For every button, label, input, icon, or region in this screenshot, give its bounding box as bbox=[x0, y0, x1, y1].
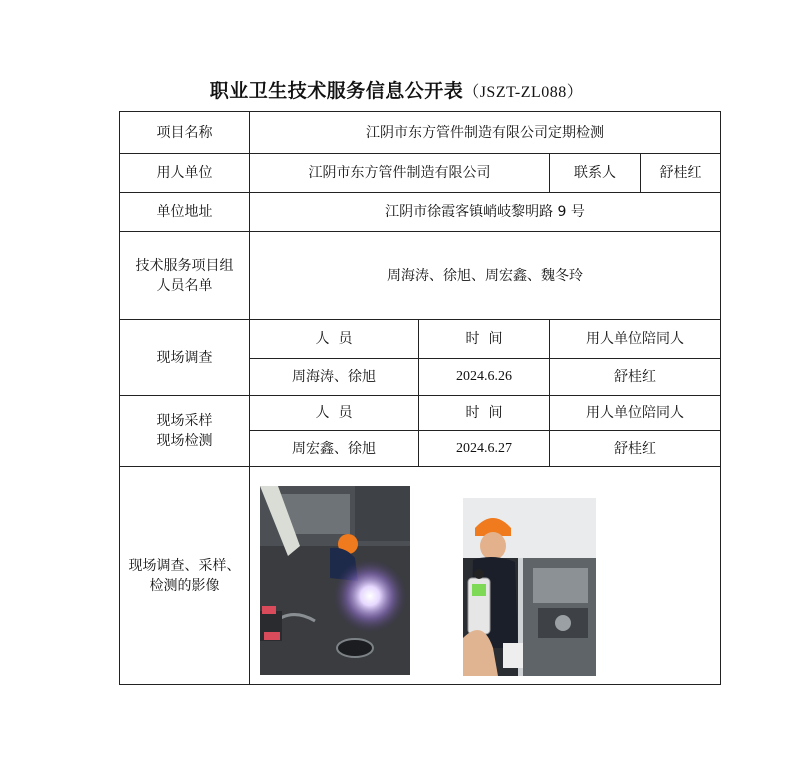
title-main: 职业卫生技术服务信息公开表 bbox=[209, 80, 464, 102]
sampling-time: 2024.6.27 bbox=[419, 431, 550, 467]
sampling-escort: 舒桂红 bbox=[550, 431, 721, 467]
row-sampling-header bbox=[120, 396, 721, 431]
images-label-line1: 现场调查、采样、 bbox=[128, 557, 241, 574]
sampling-personnel: 周宏鑫、徐旭 bbox=[250, 431, 419, 467]
survey-label: 现场调查 bbox=[120, 320, 250, 396]
welding-photo-icon bbox=[260, 486, 410, 675]
images-label bbox=[120, 467, 250, 685]
survey-time: 2024.6.26 bbox=[419, 359, 550, 396]
noise-measurement-photo-icon bbox=[463, 498, 596, 676]
team-label bbox=[120, 232, 250, 320]
survey-personnel: 周海涛、徐旭 bbox=[250, 359, 419, 396]
team-value: 周海涛、徐旭、周宏鑫、魏冬玲 bbox=[250, 232, 721, 320]
employer-value: 江阴市东方管件制造有限公司 bbox=[250, 154, 550, 193]
row-team bbox=[120, 232, 721, 320]
row-images bbox=[120, 467, 721, 685]
team-label-line1: 技术服务项目组 bbox=[135, 257, 234, 274]
address-label: 单位地址 bbox=[120, 193, 250, 232]
row-project bbox=[120, 112, 721, 154]
info-table bbox=[119, 111, 721, 685]
images-cell bbox=[250, 467, 721, 685]
team-label-line2: 人员名单 bbox=[156, 277, 213, 294]
row-survey-header bbox=[120, 320, 721, 359]
employer-label: 用人单位 bbox=[120, 154, 250, 193]
survey-header-escort: 用人单位陪同人 bbox=[550, 320, 721, 359]
survey-escort: 舒桂红 bbox=[550, 359, 721, 396]
project-label: 项目名称 bbox=[120, 112, 250, 154]
title-code: （JSZT-ZL088） bbox=[463, 84, 584, 101]
survey-header-time: 时 间 bbox=[419, 320, 550, 359]
contact-label: 联系人 bbox=[550, 154, 641, 192]
sampling-header-escort: 用人单位陪同人 bbox=[550, 396, 721, 431]
project-value: 江阴市东方管件制造有限公司定期检测 bbox=[250, 112, 721, 154]
sampling-label-line1: 现场采样 bbox=[156, 413, 213, 429]
address-value: 江阴市徐霞客镇峭岐黎明路 9 号 bbox=[250, 193, 721, 232]
sampling-label-line2: 现场检测 bbox=[156, 433, 213, 449]
sampling-header-time: 时 间 bbox=[419, 396, 550, 431]
survey-header-personnel: 人 员 bbox=[250, 320, 419, 359]
page-title bbox=[0, 76, 793, 103]
contact-value: 舒桂红 bbox=[659, 165, 702, 181]
sampling-label bbox=[120, 396, 250, 467]
sampling-header-personnel: 人 员 bbox=[250, 396, 419, 431]
images-label-line2: 检测的影像 bbox=[149, 577, 220, 594]
row-employer bbox=[120, 154, 721, 193]
row-address bbox=[120, 193, 721, 232]
